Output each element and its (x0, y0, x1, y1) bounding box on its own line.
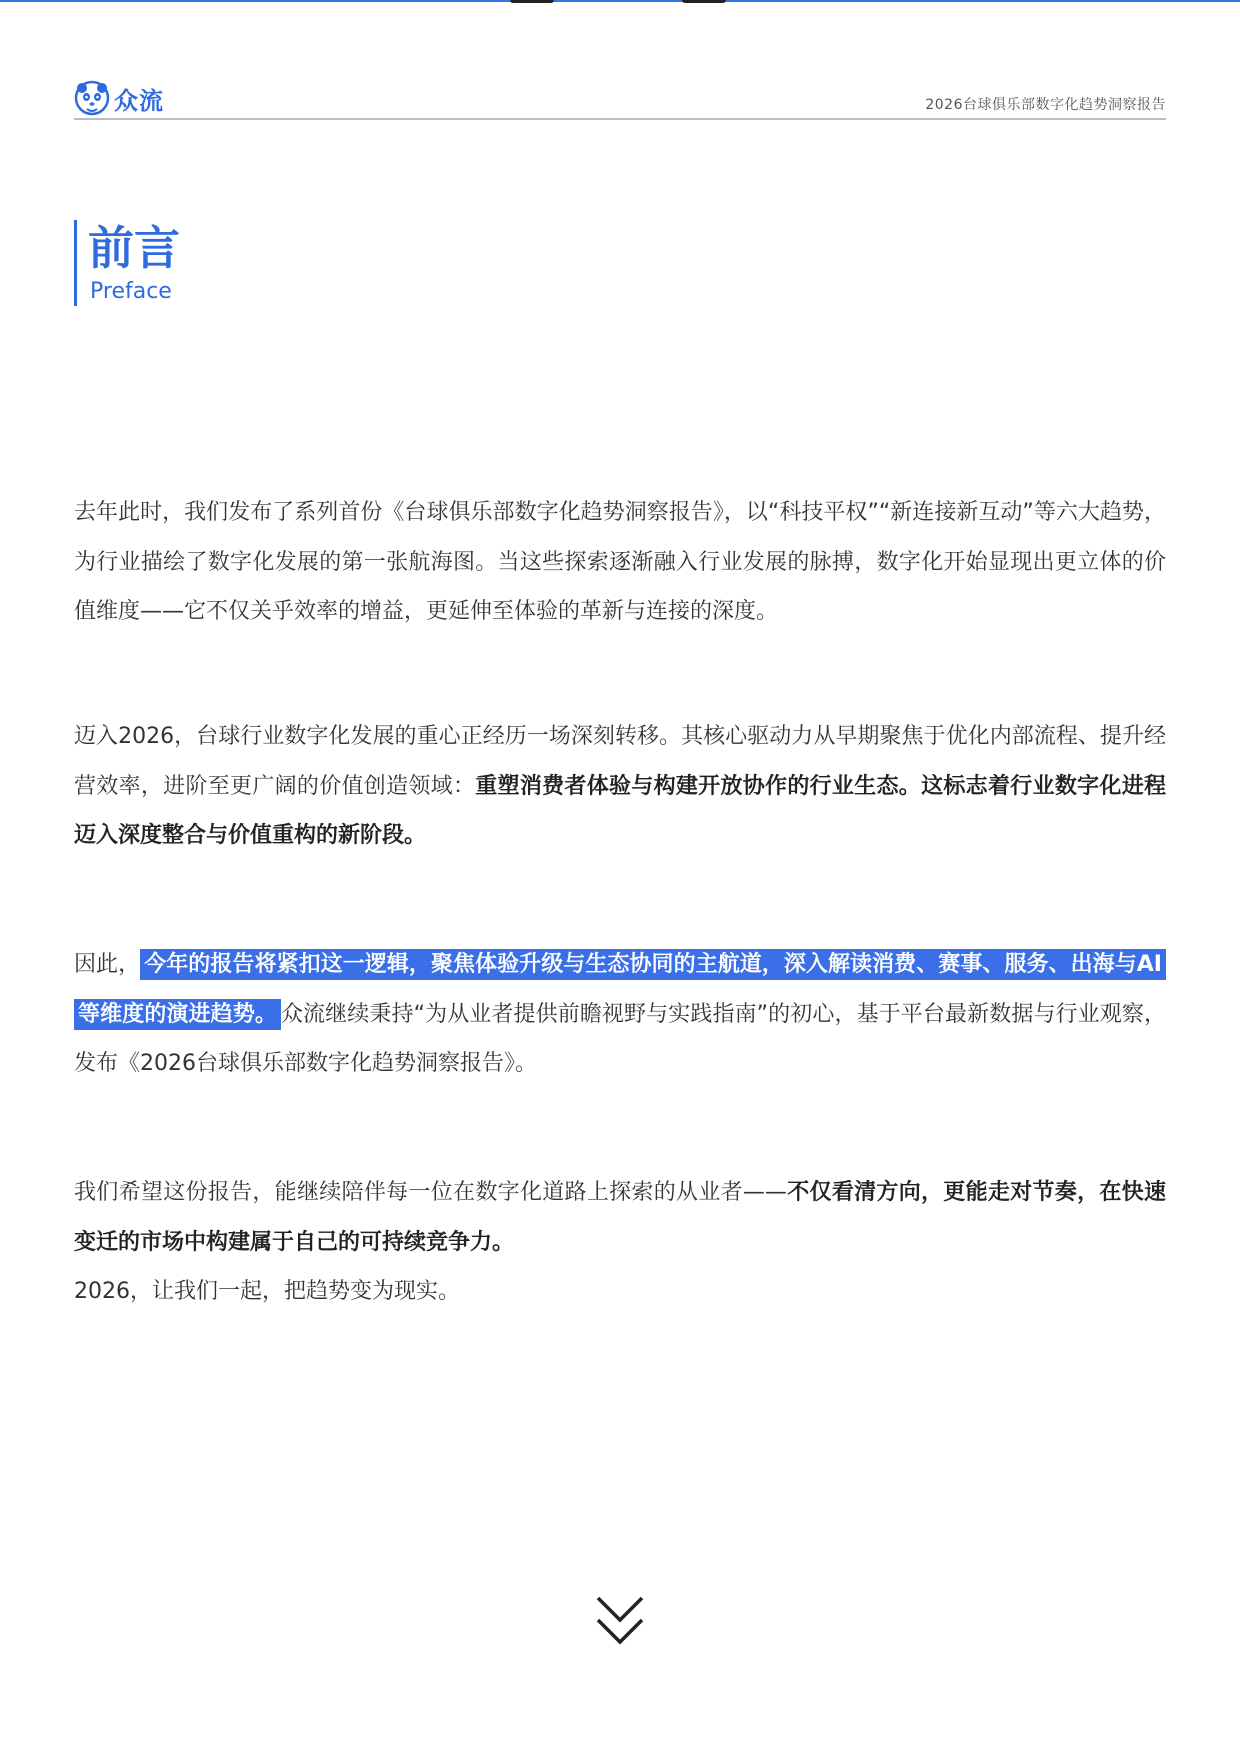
report-title: 2026台球俱乐部数字化趋势洞察报告 (925, 97, 1166, 113)
paragraph-2-emphasis: 重塑消费者体验与构建开放协作的行业生态。这标志着行业数字化进程迈入深度整合与价值重构的新阶段。 (74, 773, 1166, 848)
page-header (74, 78, 1166, 118)
paragraph-4-emphasis: 不仅看清方向，更能走对节奏，在快速变迁的市场中构建属于自己的可持续竞争力。 (74, 1180, 1166, 1255)
paragraph-4-text: 我们希望这份报告，能继续陪伴每一位在数字化道路上探索的从业者—— (74, 1180, 787, 1205)
paragraph-3-lead: 因此， (74, 952, 141, 977)
paragraph-3-text: 众流继续秉持“为从业者提供前瞻视野与实践指南”的初心，基于平台最新数据与行业观察，发布《2026台球俱乐部数字化趋势洞察报告》。 (74, 1001, 1166, 1076)
top-accent-rule (0, 0, 1240, 2)
header-divider (74, 118, 1166, 120)
section-accent-bar (74, 220, 77, 306)
top-tab-marker-left (510, 0, 554, 3)
section-title-cn: 前言 (88, 221, 180, 275)
paragraph-2-text: 迈入2026，台球行业数字化发展的重心正经历一场深刻转移。其核心驱动力从早期聚焦于优化内部流程、提升经营效率，进阶至更广阔的价值创造领域： (74, 724, 1166, 799)
paragraph-4-closing: 2026，让我们一起，把趋势变为现实。 (74, 1279, 460, 1304)
panda-logo-icon (74, 80, 110, 116)
double-chevron-down-icon[interactable] (592, 1592, 648, 1650)
top-tab-marker-right (682, 0, 726, 3)
paragraph-2 (74, 712, 1166, 861)
paragraph-3-highlight[interactable]: 今年的报告将紧扣这一逻辑，聚焦体验升级与生态协同的主航道，深入解读消费、赛事、服务、出海与AI等维度的演进趋势。 (74, 949, 1166, 1030)
paragraph-1: 去年此时，我们发布了系列首份《台球俱乐部数字化趋势洞察报告》，以“科技平权”“新连接新互动”等六大趋势，为行业描绘了数字化发展的第一张航海图。当这些探索逐渐融入行业发展的脉搏，数字化开始显现出更立体的价值维度——它不仅关乎效率的增益，更延伸至体验的革新与连接的深度。 (74, 500, 1166, 624)
paragraph-3 (74, 940, 1166, 1089)
brand-logo (74, 80, 164, 116)
paragraph-4 (74, 1168, 1166, 1317)
section-title-en: Preface (90, 279, 172, 304)
brand-name: 众流 (114, 86, 164, 115)
